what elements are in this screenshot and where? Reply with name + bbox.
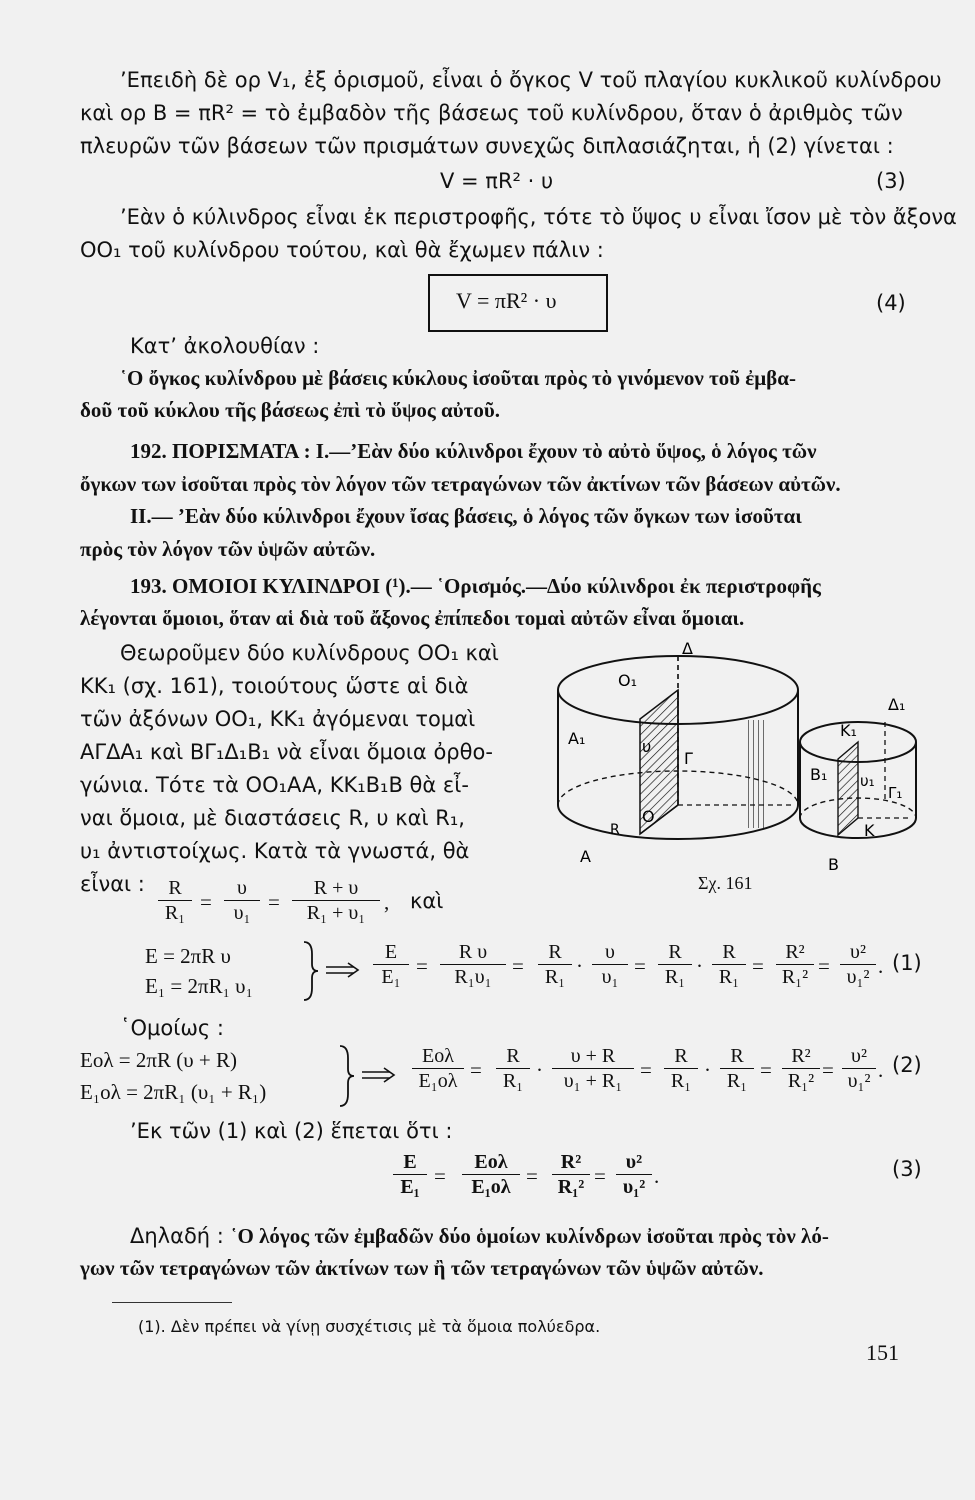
label-O1: O₁ [618,671,638,690]
large-cylinder [558,656,798,839]
figure-caption: Σχ. 161 [698,873,753,893]
period: . [654,1164,660,1188]
chain3-frac-1 [393,1150,427,1199]
times-dot: · [536,1058,543,1082]
intro-line-1: ’Επειδὴ δὲ ορ V₁, ἐξ ὁρισμοῦ, εἶναι ὁ ὄγκος V τοῦ πλαγίου κυκλικοῦ κυλίνδρου [120,68,942,92]
body-line-8: εἶναι : [80,872,145,896]
chain3-frac-3 [552,1150,590,1199]
numerator: R + υ [292,876,380,901]
equation-3: V = πR² · υ [440,169,554,193]
denominator: υ₁ [601,966,619,988]
equals-sign: = [752,954,764,978]
numerator: R [658,940,692,965]
chain2-frac-4 [664,1044,698,1093]
total-area-Eol: Eολ = 2πR (υ + R) [80,1048,237,1072]
numerator: R [720,1044,754,1069]
similarly-label: ῾Ομοίως : [120,1016,225,1040]
denominator: υ₁² [847,1070,871,1092]
chain2-frac-1 [412,1044,464,1093]
numerator: R [496,1044,530,1069]
label-u1: υ₁ [860,772,875,790]
intro-line-4: ’Εὰν ὁ κύλινδρος εἶναι ἐκ περιστροφῆς, τότε τὸ ὕψος υ εἶναι ἴσον μὲ τὸν ἄξονα [120,205,957,229]
period: . [878,954,884,978]
numerator: υ² [616,1150,652,1175]
label-O: O [642,807,655,826]
label-B1: B₁ [810,765,828,784]
section-192-line-2: ὄγκων των ἰσοῦται πρὸς τὸν λόγον τῶν τετραγώνων τῶν ἀκτίνων τῶν βάσεων αὐτῶν. [80,472,841,496]
small-cylinder-bottom-front [800,818,916,838]
conclusion-statement: ῾Ο λόγος τῶν ἐμβαδῶν δύο ὁμοίων κυλίνδρων ἰσοῦται πρὸς τὸν λό- [230,1224,829,1248]
section-193-line-1: 193. ΟΜΟΙΟΙ ΚΥΛΙΝΔΡΟΙ (¹).— ῾Ορισμός.—Δύο κύλινδροι ἐκ περιστροφῆς [130,574,821,598]
chain2-frac-5 [720,1044,754,1093]
lateral-area-E: E = 2πR υ [145,944,231,968]
intro-line-6: Κατ’ ἀκολουθίαν : [130,334,320,358]
footnote: (1). Δὲν πρέπει νὰ γίνῃ συσχέτισις μὲ τὰ ὅμοια πολύεδρα. [138,1317,601,1336]
ratio-frac-1 [158,876,192,925]
label-K: K [864,821,875,840]
chain1-frac-6 [712,940,746,989]
boxed-formula: V = πR² · υ [456,288,557,313]
denominator: R₁² [787,1070,815,1092]
theorem-line-2: δοῦ τοῦ κύκλου τῆς βάσεως ἐπὶ τὸ ὕψος αὐτοῦ. [80,398,500,422]
equation-4-number: (4) [876,291,906,315]
denominator: R₁ [502,1070,524,1092]
numerator: R [664,1044,698,1069]
brace-and-implies-2 [338,1044,398,1108]
numerator: R [158,876,192,901]
label-A: A [580,847,591,866]
denominator: υ₁ [233,902,251,924]
label-G1: Γ₁ [888,784,903,802]
and-word: καὶ [410,889,444,913]
chain1-frac-3 [538,940,572,989]
chain1-frac-1 [373,940,409,989]
chain2-frac-3 [552,1044,634,1093]
equals-sign: = [818,954,830,978]
numerator: E [393,1150,427,1175]
brace-and-implies-1 [302,940,362,1002]
footnote-rule [112,1302,232,1303]
equals-sign: = [268,890,280,914]
denominator: R₁² [557,1176,585,1198]
chain1-frac-4 [592,940,628,989]
body-line-6: ναι ὅμοια, μὲ διαστάσεις R, υ καὶ R₁, [80,806,465,830]
equals-sign: = [512,954,524,978]
equals-sign: = [822,1058,834,1082]
label-u: υ [642,737,652,756]
lateral-area-E1: E₁ = 2πR₁ υ₁ [145,974,253,998]
ratio-frac-3 [292,876,380,925]
body-line-4: ΑΓΔΑ₁ καὶ ΒΓ₁Δ₁Β₁ νὰ εἶναι ὅμοια ὀρθο- [80,740,493,764]
section-192-line-1: 192. ΠΟΡΙΣΜΑΤΑ : I.—’Εὰν δύο κύλινδροι ἔχουν τὸ αὐτὸ ὕψος, ὁ λόγος τῶν [130,439,817,463]
denominator: R₁ [664,966,686,988]
equals-sign: = [760,1058,772,1082]
numerator: υ [224,876,260,901]
page-number: 151 [866,1340,899,1365]
section-192-line-3: II.— ’Εὰν δύο κύλινδροι ἔχουν ἴσας βάσεις, ὁ λόγος τῶν ὄγκων των ἰσοῦται [130,504,802,528]
numerator: υ² [842,1044,876,1069]
equals-sign: = [594,1164,606,1188]
times-dot: · [696,954,703,978]
theorem-line-1: ῾Ο ὄγκος κυλίνδρου μὲ βάσεις κύκλους ἰσοῦται πρὸς τὸ γινόμενον τοῦ ἐμβα- [120,366,796,390]
body-line-1: Θεωροῦμεν δύο κυλίνδρους OO₁ καὶ [120,641,499,665]
chain1-frac-2 [440,940,506,989]
denominator: R₁ [718,966,740,988]
denominator: E₁ολ [471,1176,511,1198]
denominator: R₁ + υ₁ [306,902,366,924]
body-line-7: υ₁ ἀντιστοίχως. Κατὰ τὰ γνωστά, θὰ [80,839,470,863]
chain1-frac-5 [658,940,692,989]
ratio-frac-2 [224,876,260,925]
denominator: R₁ [726,1070,748,1092]
body-line-5: γώνια. Τότε τὰ OO₁AA, KK₁B₁B θὰ εἶ- [80,773,469,797]
equals-sign: = [640,1058,652,1082]
from-1-and-2: ’Εκ τῶν (1) καὶ (2) ἕπεται ὅτι : [130,1119,453,1143]
chain2-frac-6 [782,1044,820,1093]
equals-sign: = [416,954,428,978]
chain3-frac-4 [616,1150,652,1199]
conclusion-line-1 [130,1223,829,1249]
equals-sign: = [434,1164,446,1188]
equation-3-number: (3) [876,169,906,193]
numerator: R² [776,940,814,965]
label-A1: A₁ [568,729,586,748]
numerator: R² [552,1150,590,1175]
equation-1-number: (1) [892,951,922,975]
total-area-E1ol: E₁ολ = 2πR₁ (υ₁ + R₁) [80,1080,267,1104]
label-R: R [610,822,620,838]
denominator: E₁ [400,1176,420,1198]
numerator: R² [782,1044,820,1069]
label-D: Δ [682,640,693,658]
chain2-frac-7 [842,1044,876,1093]
equation-3b-number: (3) [892,1157,922,1181]
numerator: υ [592,940,628,965]
chain1-frac-8 [840,940,876,989]
numerator: E [373,940,409,965]
equals-sign: = [200,890,212,914]
label-B: B [828,855,839,874]
numerator: Eολ [462,1150,520,1175]
chain2-frac-2 [496,1044,530,1093]
chain3-frac-2 [462,1150,520,1199]
equals-sign: = [526,1164,538,1188]
intro-line-3: πλευρῶν τῶν βάσεων τῶν πρισμάτων συνεχῶς διπλασιάζηται, ἡ (2) γίνεται : [80,134,894,158]
intro-line-2: καὶ ορ B = πR² = τὸ ἐμβαδὸν τῆς βάσεως τοῦ κυλίνδρου, ὅταν ὁ ἀριθμὸς τῶν [80,101,903,125]
denominator: R₁ [164,902,186,924]
equals-sign: = [634,954,646,978]
denominator: R₁² [781,966,809,988]
body-line-3: τῶν ἀξόνων OO₁, KK₁ ἀγόμεναι τομαὶ [80,707,476,731]
denominator: υ₁ + R₁ [563,1070,623,1092]
denominator: R₁υ₁ [454,966,492,988]
chain1-frac-7 [776,940,814,989]
numerator: R [712,940,746,965]
label-K1: K₁ [840,721,857,740]
figure-161-two-cylinders [548,640,928,880]
denominator: υ₁² [846,966,870,988]
intro-line-5: OO₁ τοῦ κυλίνδρου τούτου, καὶ θὰ ἔχωμεν πάλιν : [80,238,604,262]
equation-2-number: (2) [892,1053,922,1077]
denominator: R₁ [544,966,566,988]
comma: , [384,890,390,914]
label-G: Γ [684,749,693,768]
section-193-line-2: λέγονται ὅμοιοι, ὅταν αἱ διὰ τοῦ ἄξονος ἐπίπεδοι τομαὶ αὐτῶν εἶναι ὅμοιαι. [80,606,745,630]
conclusion-prefix: Δηλαδή : [130,1224,231,1248]
times-dot: · [576,954,583,978]
period: . [878,1058,884,1082]
conclusion-line-2: γων τῶν τετραγώνων τῶν ἀκτίνων των ἢ τῶν τετραγώνων τῶν ὑψῶν αὐτῶν. [80,1256,764,1280]
times-dot: · [704,1058,711,1082]
numerator: Eολ [412,1044,464,1069]
section-192-line-4: πρὸς τὸν λόγον τῶν ὑψῶν αὐτῶν. [80,537,376,561]
large-cylinder-side-shading [746,720,764,828]
equals-sign: = [470,1058,482,1082]
denominator: R₁ [670,1070,692,1092]
denominator: E₁ολ [418,1070,458,1092]
numerator: υ + R [552,1044,634,1069]
denominator: E₁ [381,966,401,988]
numerator: R [538,940,572,965]
numerator: υ² [840,940,876,965]
label-D1: Δ₁ [888,695,906,714]
body-line-2: KK₁ (σχ. 161), τοιούτους ὥστε αἱ διὰ [80,674,469,698]
numerator: R υ [440,940,506,965]
denominator: υ₁² [622,1176,646,1198]
small-cylinder-section-hatch [838,742,858,835]
